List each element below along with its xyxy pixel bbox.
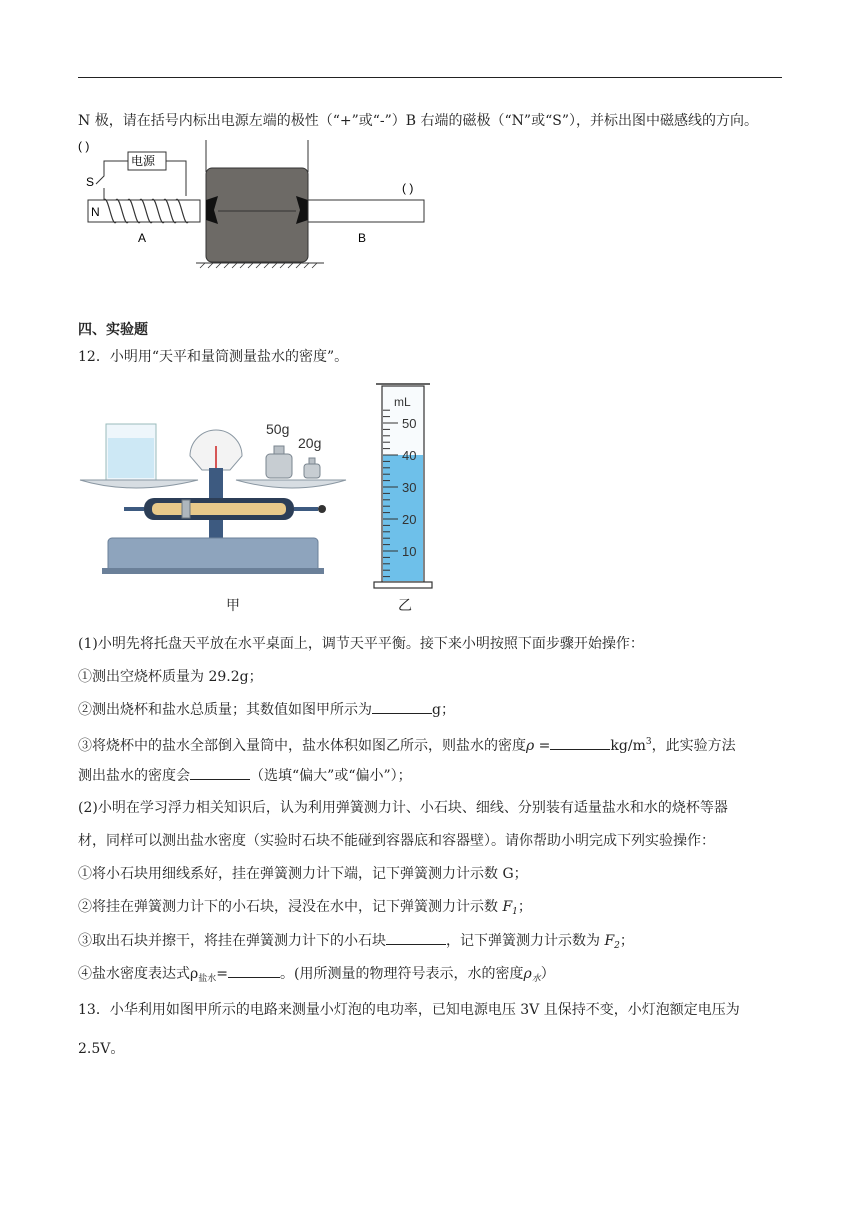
step3b: 测出盐水的密度会 （选填“偏大”或“偏小”）；: [78, 765, 412, 786]
caption-yi-text: 乙: [398, 598, 412, 614]
answer-blank[interactable]: [372, 699, 432, 714]
right-pan: [236, 480, 346, 488]
paren-right: ( ): [402, 181, 414, 195]
beaker-liquid: [108, 438, 154, 478]
cylinder-unit: mL: [394, 395, 411, 409]
caption-jia-text: 甲: [226, 598, 240, 614]
section-title: 四、实验题: [78, 322, 148, 338]
q12-stem: 12．小明用“天平和量筒测量盐水的密度”。: [78, 349, 349, 365]
answer-blank[interactable]: [228, 963, 280, 978]
task1: ①将小石块用细线系好，挂在弹簧测力计下端，记下弹簧测力计示数 G；: [78, 866, 528, 882]
tick-label-10: 10: [402, 544, 417, 559]
task4: ④盐水密度表达式$\rho_{盐水}=$ 。(用所测量的物理符号表示，水的密度$\rho_水$）: [78, 963, 555, 989]
step1: ①测出空烧杯质量为 29.2g；: [78, 669, 263, 685]
part1: (1)小明先将托盘天平放在水平桌面上，调节天平平衡。接下来小明按照下面步骤开始操作：: [78, 636, 644, 652]
bar-b: [308, 200, 424, 222]
electromagnet-figure: [78, 138, 448, 270]
answer-blank[interactable]: [550, 735, 610, 750]
dark-container: [206, 168, 308, 262]
part2-line1: (2)小明在学习浮力相关知识后，认为利用弹簧测力计、小石块、细线、分别装有适量盐水和水的烧杯等器: [78, 800, 728, 816]
part2-line2: 材，同样可以测出盐水密度（实验时石块不能碰到容器底和容器壁）。请你帮助小明完成下列实验操作：: [78, 833, 715, 849]
left-pan: [80, 480, 198, 488]
weight-20g-label: 20g: [298, 435, 322, 451]
tick-label-20: 20: [402, 512, 417, 527]
weight-50g: [266, 454, 292, 478]
tick-label-40: 40: [402, 448, 417, 463]
weight-50g-label: 50g: [266, 421, 290, 437]
tick-label-50: 50: [402, 416, 417, 431]
task3: ③取出石块并擦干，将挂在弹簧测力计下的小石块 ，记下弹簧测力计示数为 $F_2$；: [78, 930, 634, 956]
balance-figure: [78, 410, 353, 590]
answer-blank[interactable]: [386, 930, 446, 945]
right-wire: [166, 161, 186, 196]
header-rule: [78, 77, 782, 78]
switch-wire: [96, 161, 128, 184]
weight-20g: [304, 464, 320, 478]
q11-text: N 极，请在括号内标出电源左端的极性（“+”或“-”）B 右端的磁极（“N”或“S”），并标出图中磁感线的方向。: [78, 113, 758, 129]
tick-label-30: 30: [402, 480, 417, 495]
power-label: 电源: [131, 154, 156, 168]
balance-base: [108, 538, 318, 572]
answer-blank[interactable]: [190, 765, 250, 780]
q13-line2: 2.5V。: [78, 1041, 125, 1057]
n-label: N: [91, 205, 100, 219]
beam-scale: [152, 503, 286, 515]
step2: ②测出烧杯和盐水总质量；其数值如图甲所示为 g；: [78, 699, 455, 720]
b-label: B: [358, 231, 367, 245]
q13-line1: 13．小华利用如图甲所示的电路来测量小灯泡的电功率，已知电源电压 3V 且保持不变，小灯泡额定电压为: [78, 1002, 740, 1018]
switch-label: S: [86, 175, 95, 189]
paren-left: ( ): [78, 139, 90, 153]
cylinder-base: [374, 582, 432, 588]
a-label: A: [138, 231, 147, 245]
cylinder-figure: [370, 380, 440, 595]
step3: ③将烧杯中的盐水全部倒入量筒中，盐水体积如图乙所示，则盐水的密度$\rho = kg/m^3$，此实验方法: [78, 737, 736, 754]
task2: ②将挂在弹簧测力计下的小石块，浸没在水中，记下弹簧测力计示数 $F_1$；: [78, 899, 532, 917]
